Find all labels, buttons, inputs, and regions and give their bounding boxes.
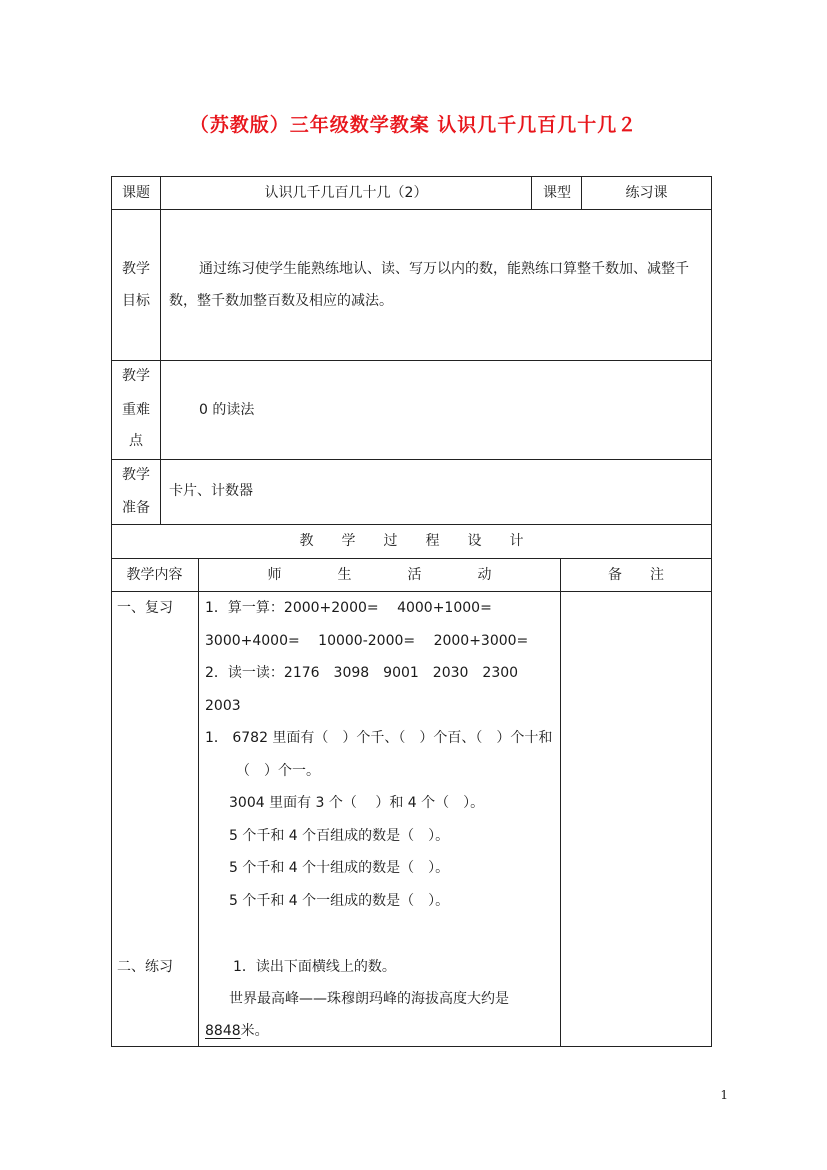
table-rule — [198, 558, 199, 1047]
goals-label: 目标 — [122, 293, 150, 309]
document-title: （苏教版）三年级数学教案 认识几千几百几十几２ — [189, 114, 638, 136]
table-rule — [111, 591, 712, 592]
activity-line: 2．读一读：2176 3098 9001 2030 2300 — [205, 665, 519, 681]
preparation-label: 准备 — [122, 500, 150, 516]
activity-line: 5 个千和 4 个百组成的数是（ ）。 — [229, 828, 450, 844]
section-review-label: 一、复习 — [117, 600, 173, 616]
activity-line: （ ）个一。 — [236, 763, 320, 779]
column-activity-header: 师 生 活 动 — [267, 567, 492, 583]
table-rule — [111, 524, 712, 525]
table-border-left — [111, 176, 112, 1047]
underlined-number: 8848 — [205, 1023, 241, 1039]
table-rule — [560, 558, 561, 1047]
process-heading: 教 学 过 程 设 计 — [299, 533, 524, 549]
table-rule — [111, 459, 712, 460]
activity-line: 1．读出下面横线上的数。 — [233, 959, 396, 975]
activity-line: 2003 — [205, 698, 241, 714]
goals-text: 通过练习使学生能熟练地认、读、写万以内的数，能熟练口算整千数加、减整千 — [199, 261, 689, 277]
goals-label: 教学 — [122, 261, 150, 277]
activity-line: 世界最高峰——珠穆朗玛峰的海拔高度大约是 — [229, 991, 509, 1007]
goals-text: 数，整千数加整百数及相应的减法。 — [169, 293, 393, 309]
subject-value: 认识几千几百几十几（2） — [264, 185, 428, 201]
preparation-text: 卡片、计数器 — [169, 483, 253, 499]
table-rule — [111, 209, 712, 210]
key-points-label: 重难 — [122, 402, 150, 418]
table-border-bottom — [111, 1046, 712, 1047]
lesson-plan-table — [111, 176, 712, 1047]
key-points-label: 教学 — [122, 368, 150, 384]
unit-text: 米。 — [240, 1023, 269, 1039]
preparation-label: 教学 — [122, 467, 150, 483]
activity-line — [205, 1022, 269, 1040]
table-border-top — [111, 176, 712, 177]
page-number: 1 — [720, 1088, 728, 1102]
table-rule — [160, 176, 161, 525]
table-rule — [111, 360, 712, 361]
table-rule — [111, 558, 712, 559]
table-border-right — [711, 176, 712, 1047]
activity-line: 1．算一算：2000+2000= 4000+1000= — [205, 600, 492, 616]
section-practice-label: 二、练习 — [117, 959, 173, 975]
table-rule — [531, 176, 532, 210]
key-points-label: 点 — [129, 433, 143, 449]
activity-line: 1． 6782 里面有（ ）个千、（ ）个百、（ ）个十和 — [205, 730, 553, 746]
activity-line: 3000+4000= 10000-2000= 2000+3000= — [205, 633, 529, 649]
activity-line: 5 个千和 4 个一组成的数是（ ）。 — [229, 893, 450, 909]
activity-line: 5 个千和 4 个十组成的数是（ ）。 — [229, 860, 450, 876]
type-value: 练习课 — [625, 185, 668, 201]
subject-label: 课题 — [122, 185, 150, 201]
column-content-header: 教学内容 — [126, 567, 183, 583]
key-points-text: 0 的读法 — [199, 402, 255, 418]
activity-line: 3004 里面有 3 个（ ）和 4 个（ ）。 — [229, 795, 485, 811]
column-notes-header: 备 注 — [608, 567, 664, 583]
type-label: 课型 — [543, 185, 571, 201]
